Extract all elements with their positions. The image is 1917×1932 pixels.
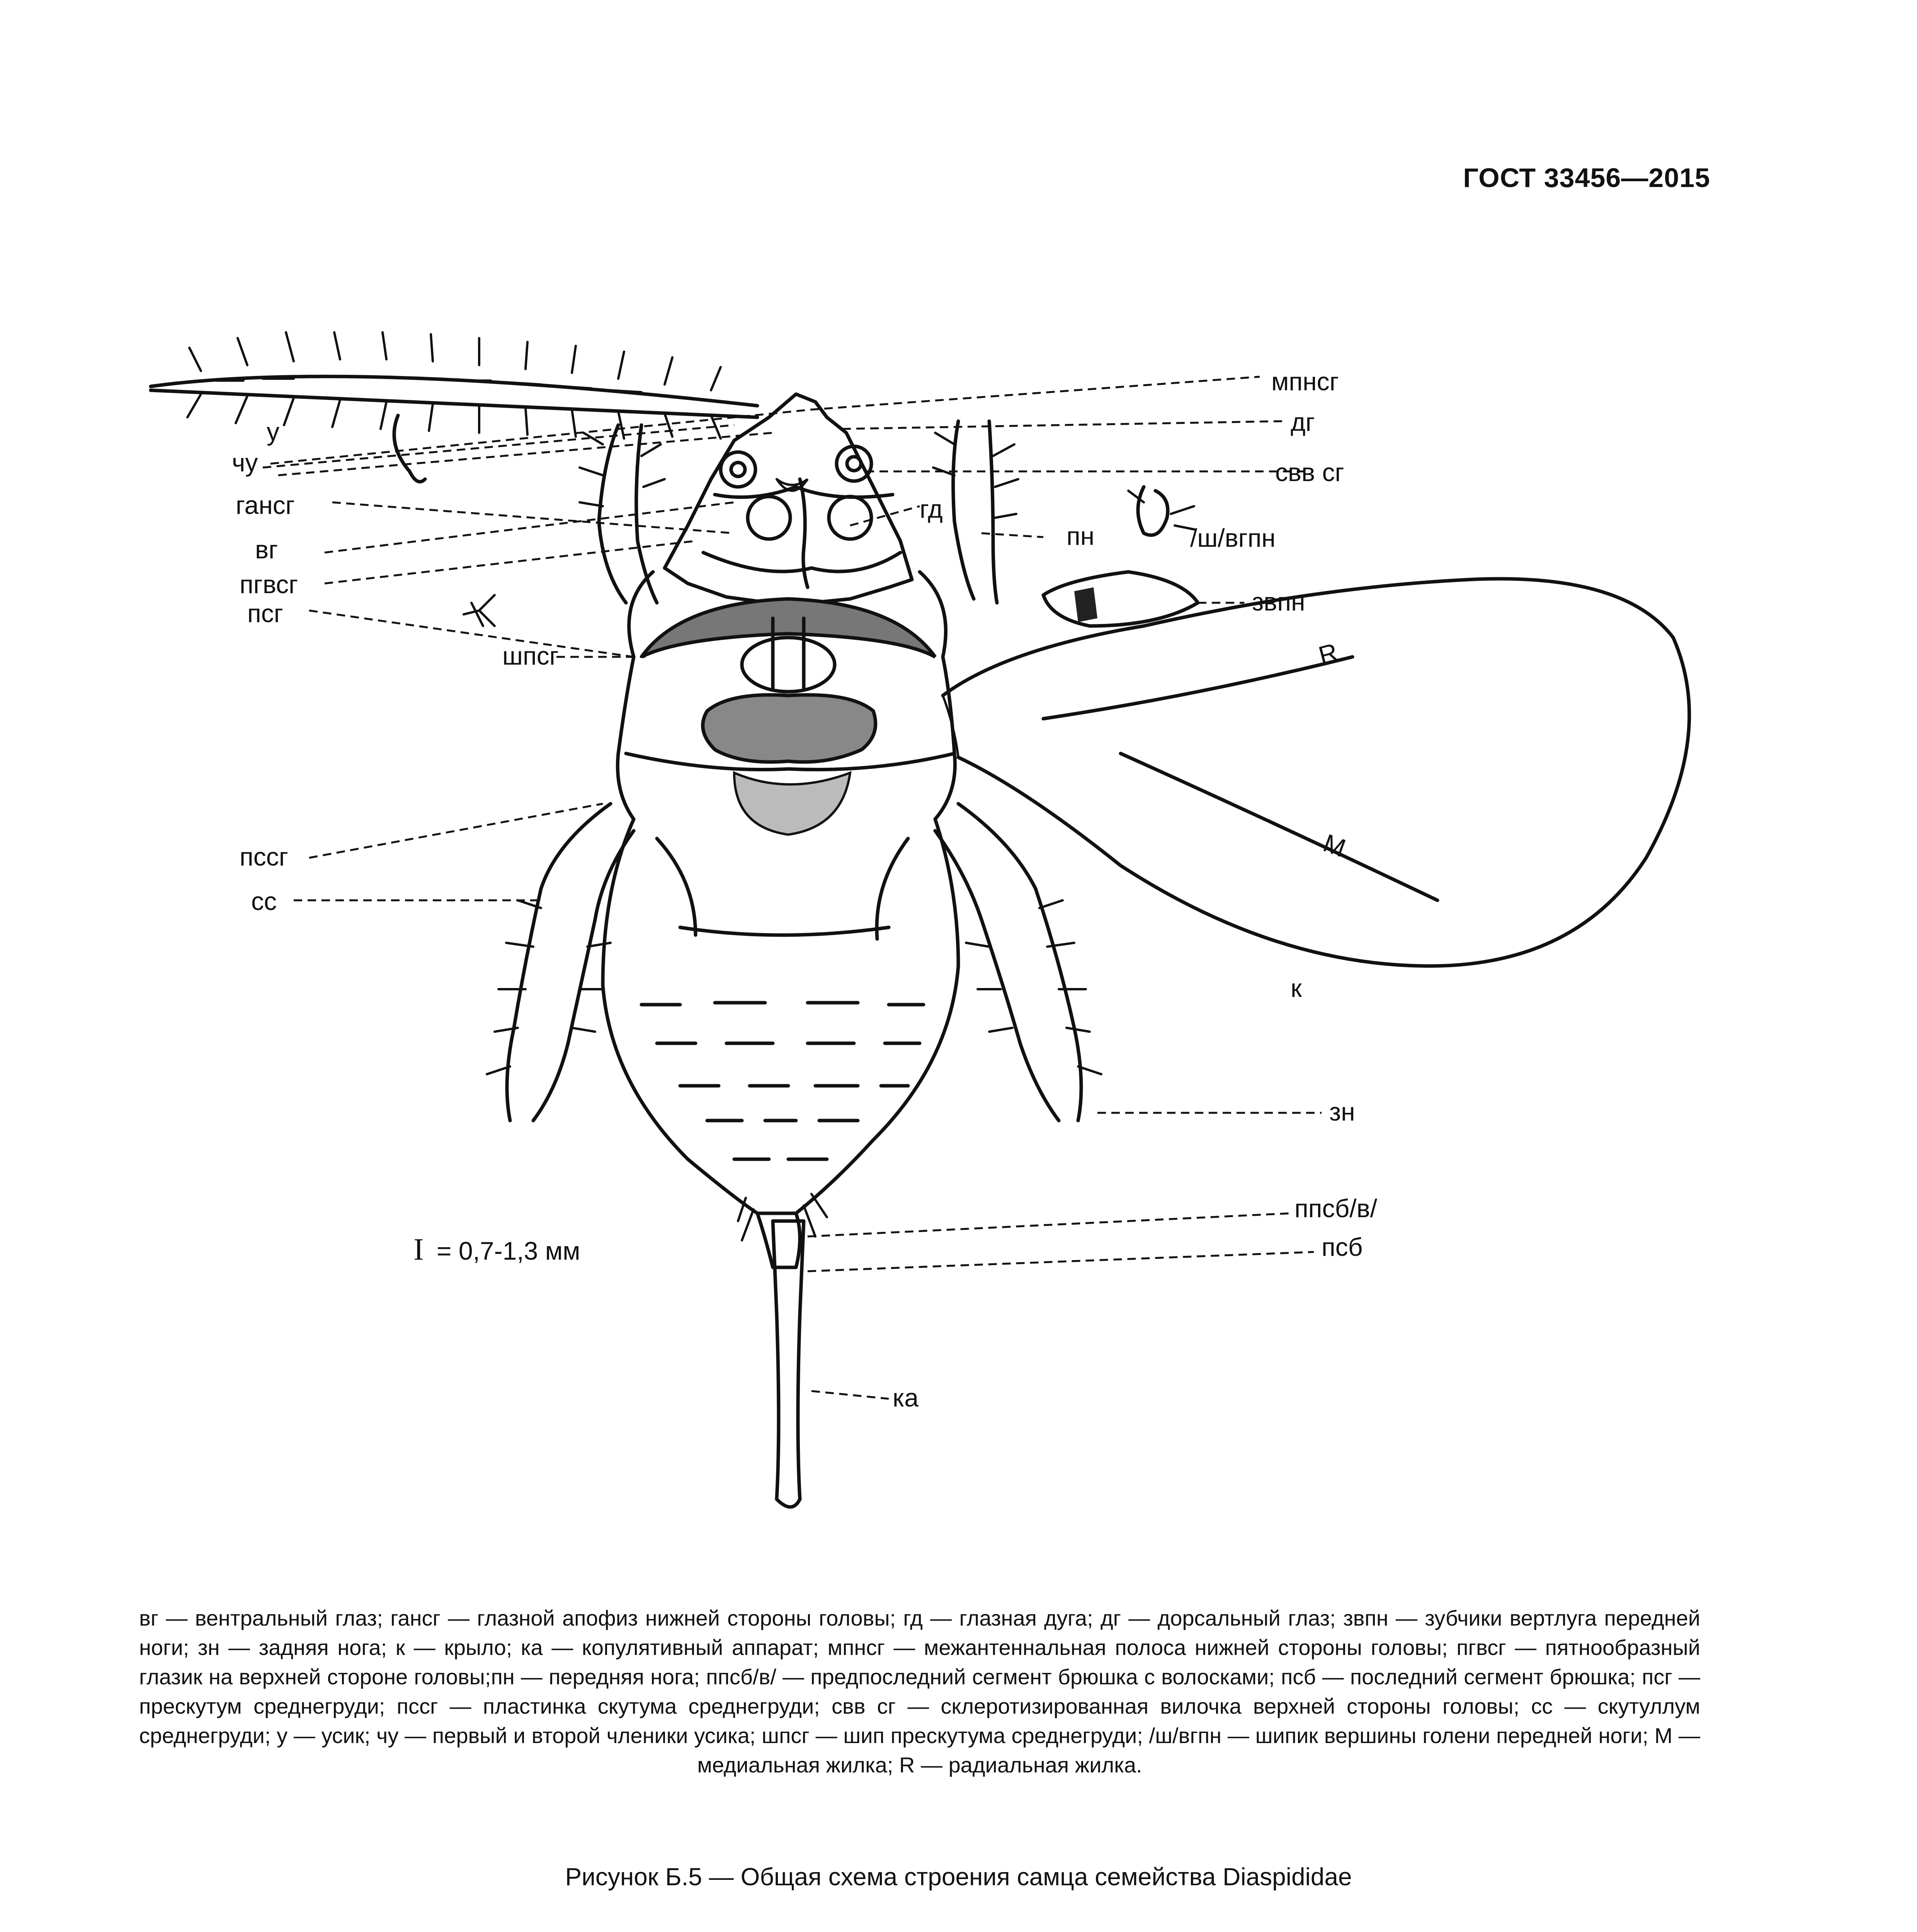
scale-symbol: I bbox=[413, 1233, 424, 1267]
figure-caption: Рисунок Б.5 — Общая схема строения самца семейства Diaspididae bbox=[565, 1863, 1352, 1891]
label-ka: ка bbox=[893, 1383, 919, 1412]
label-k: к bbox=[1291, 974, 1302, 1002]
document-code: ГОСТ 33456—2015 bbox=[1463, 163, 1710, 193]
hind-legs bbox=[487, 804, 1101, 1121]
label-zn: зн bbox=[1329, 1097, 1355, 1126]
label-M: M bbox=[1320, 828, 1350, 862]
label-mpnsg: мпнсг bbox=[1271, 367, 1339, 396]
label-R: R bbox=[1315, 637, 1341, 670]
label-svvsg: свв сг bbox=[1275, 458, 1344, 486]
label-shpsg: шпсг bbox=[502, 641, 559, 670]
label-gansg: гансг bbox=[236, 491, 295, 519]
head bbox=[665, 394, 912, 603]
abdomen bbox=[603, 819, 958, 1267]
label-ss: сс bbox=[251, 887, 277, 915]
label-ppsb: ппсб/в/ bbox=[1294, 1194, 1378, 1223]
front-legs bbox=[580, 421, 1018, 603]
thorax bbox=[617, 572, 955, 835]
copulatory-apparatus bbox=[773, 1221, 804, 1507]
label-vg: вг bbox=[255, 535, 278, 564]
label-shvgpn: /ш/вгпн bbox=[1190, 524, 1276, 552]
label-pn: пн bbox=[1067, 522, 1095, 550]
label-pssg: пссг bbox=[240, 842, 288, 871]
label-u: у bbox=[267, 417, 279, 446]
scale-text: = 0,7-1,3 мм bbox=[437, 1236, 580, 1265]
label-chu: чу bbox=[232, 448, 258, 477]
label-gd: гд bbox=[920, 495, 943, 523]
figure-legend: вг — вентральный глаз; гансг — глазной апофиз нижней стороны головы; гд — глазная дуга; дг — дорсальный глаз; звпн — зубчики вертлуга передней ноги; зн — задняя нога; к — крыло; ка — копулятивный аппарат; мпнсг — межантеннальная полоса нижней стороны головы; пгвсг — пятнообразный глазик на верхней стороне головы;пн — передняя нога; ппсб/в/ — предпоследний сегмент брюшка с волосками; псб — последний сегмент брюшка; псг — прескутум среднегруди; пссг — пластинка скутума среднегруди; свв сг — склеротизированная вилочка верхней стороны головы; сс — скутуллум среднегруди; у — усик; чу — первый и второй членики усика; шпсг — шип прескутума среднегруди; /ш/вгпн — шипик вершины голени передней ноги; М — медиальная жилка; R — радиальная жилка. bbox=[139, 1606, 1700, 1777]
wing bbox=[943, 579, 1689, 966]
label-dg: дг bbox=[1291, 408, 1315, 436]
label-pgvsg: пгвсг bbox=[240, 570, 298, 599]
label-psg: псг bbox=[247, 599, 283, 628]
label-psb: псб bbox=[1322, 1233, 1363, 1261]
label-zvpn: звпн bbox=[1252, 587, 1305, 616]
